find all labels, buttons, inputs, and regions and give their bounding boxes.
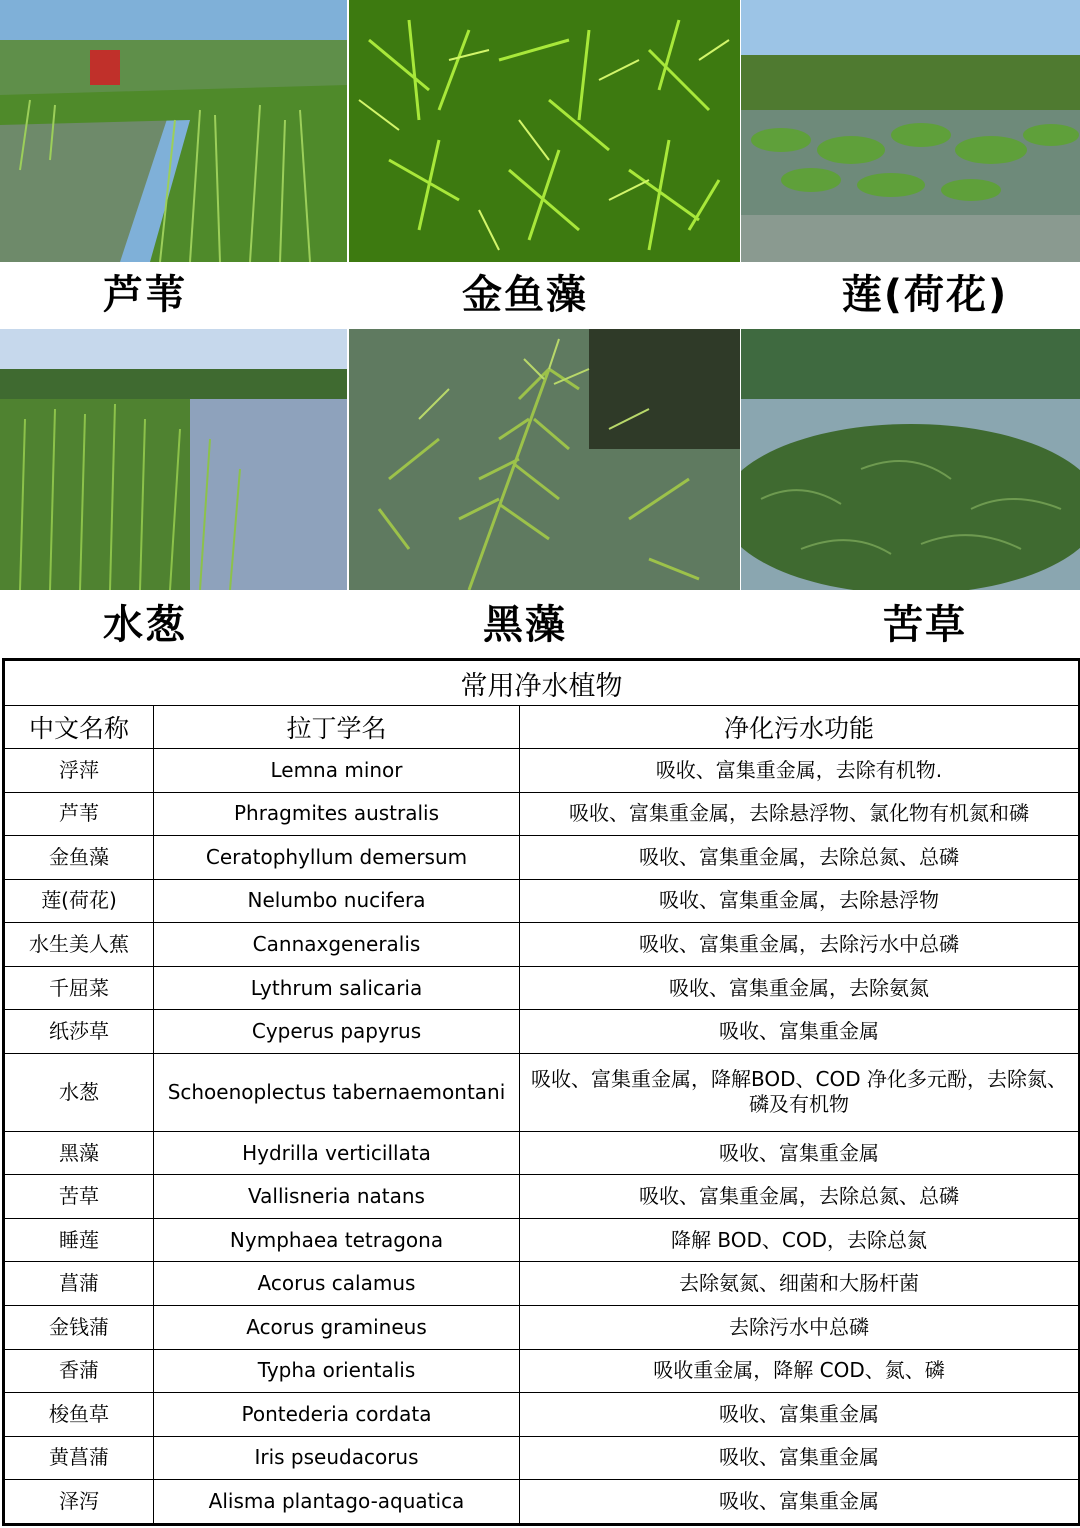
cell-chinese-name: 黑藻: [4, 1131, 154, 1175]
caption-eelgrass: 苦草: [883, 602, 967, 648]
cell-function: 吸收、富集重金属: [520, 1010, 1080, 1054]
cell-function: 吸收、富集重金属，降解BOD、COD 净化多元酚，去除氮、磷及有机物: [520, 1053, 1080, 1131]
cell-latin-name: Cyperus papyrus: [154, 1010, 520, 1054]
cell-function: 吸收、富集重金属，去除污水中总磷: [520, 923, 1080, 967]
cell-function: 吸收、富集重金属，去除氨氮: [520, 966, 1080, 1010]
cell-chinese-name: 水生美人蕉: [4, 923, 154, 967]
cell-function: 吸收、富集重金属: [520, 1131, 1080, 1175]
photo-reed: [0, 0, 347, 262]
cell-chinese-name: 莲(荷花): [4, 879, 154, 923]
cell-latin-name: Cannaxgeneralis: [154, 923, 520, 967]
table-row: [4, 1349, 1080, 1393]
cell-latin-name: Acorus calamus: [154, 1262, 520, 1306]
cell-chinese-name: 千屈菜: [4, 966, 154, 1010]
cell-function: 吸收、富集重金属: [520, 1480, 1080, 1525]
cell-latin-name: Typha orientalis: [154, 1349, 520, 1393]
table-row: [4, 1262, 1080, 1306]
caption-lotus: 莲(荷花): [841, 272, 1009, 318]
cell-chinese-name: 金钱蒲: [4, 1306, 154, 1350]
cell-chinese-name: 金鱼藻: [4, 836, 154, 880]
cell-latin-name: Hydrilla verticillata: [154, 1131, 520, 1175]
cell-function: 吸收、富集重金属，去除总氮、总磷: [520, 1175, 1080, 1219]
cell-function: 吸收、富集重金属，去除悬浮物: [520, 879, 1080, 923]
photo-hydrilla: [349, 329, 740, 590]
cell-function: 吸收、富集重金属: [520, 1436, 1080, 1480]
cell-function: 吸收、富集重金属，去除有机物.: [520, 749, 1080, 793]
cell-function: 吸收、富集重金属: [520, 1393, 1080, 1437]
table-row: [4, 1218, 1080, 1262]
table-row: [4, 749, 1080, 793]
table-row: [4, 836, 1080, 880]
caption-reed: 芦苇: [103, 272, 187, 318]
cell-latin-name: Ceratophyllum demersum: [154, 836, 520, 880]
cell-function: 吸收、富集重金属，去除总氮、总磷: [520, 836, 1080, 880]
table-row: [4, 1010, 1080, 1054]
cell-chinese-name: 香蒲: [4, 1349, 154, 1393]
cell-chinese-name: 菖蒲: [4, 1262, 154, 1306]
purifying-plants-table: [2, 658, 1080, 1526]
cell-latin-name: Schoenoplectus tabernaemontani: [154, 1053, 520, 1131]
table-row: [4, 1306, 1080, 1350]
table-row: [4, 1131, 1080, 1175]
photo-bulrush: [0, 329, 347, 590]
photo-lotus: [741, 0, 1080, 262]
table-row: [4, 1053, 1080, 1131]
cell-chinese-name: 芦苇: [4, 792, 154, 836]
cell-chinese-name: 泽泻: [4, 1480, 154, 1525]
header-function: 净化污水功能: [520, 706, 1080, 749]
cell-latin-name: Alisma plantago-aquatica: [154, 1480, 520, 1525]
cell-latin-name: Nelumbo nucifera: [154, 879, 520, 923]
cell-latin-name: Nymphaea tetragona: [154, 1218, 520, 1262]
cell-chinese-name: 苦草: [4, 1175, 154, 1219]
cell-chinese-name: 纸莎草: [4, 1010, 154, 1054]
cell-function: 去除污水中总磷: [520, 1306, 1080, 1350]
table-row: [4, 879, 1080, 923]
cell-function: 降解 BOD、COD，去除总氮: [520, 1218, 1080, 1262]
cell-chinese-name: 浮萍: [4, 749, 154, 793]
cell-latin-name: Iris pseudacorus: [154, 1436, 520, 1480]
table-title: 常用净水植物: [4, 660, 1080, 706]
header-chinese-name: 中文名称: [4, 706, 154, 749]
table-row: [4, 1480, 1080, 1525]
cell-latin-name: Lemna minor: [154, 749, 520, 793]
photo-eelgrass: [741, 329, 1080, 590]
cell-latin-name: Acorus gramineus: [154, 1306, 520, 1350]
cell-latin-name: Pontederia cordata: [154, 1393, 520, 1437]
table-row: [4, 1175, 1080, 1219]
caption-bulrush: 水葱: [103, 602, 187, 648]
cell-chinese-name: 梭鱼草: [4, 1393, 154, 1437]
table-row: [4, 1393, 1080, 1437]
table-row: [4, 923, 1080, 967]
cell-latin-name: Vallisneria natans: [154, 1175, 520, 1219]
table-row: [4, 792, 1080, 836]
cell-latin-name: Lythrum salicaria: [154, 966, 520, 1010]
photo-hornwort: [349, 0, 740, 262]
cell-chinese-name: 水葱: [4, 1053, 154, 1131]
cell-chinese-name: 睡莲: [4, 1218, 154, 1262]
cell-function: 吸收重金属，降解 COD、氮、磷: [520, 1349, 1080, 1393]
table-row: [4, 1436, 1080, 1480]
caption-hydrilla: 黑藻: [483, 602, 567, 648]
caption-hornwort: 金鱼藻: [462, 272, 588, 318]
table-row: [4, 966, 1080, 1010]
cell-latin-name: Phragmites australis: [154, 792, 520, 836]
cell-function: 吸收、富集重金属，去除悬浮物、氯化物有机氮和磷: [520, 792, 1080, 836]
cell-chinese-name: 黄菖蒲: [4, 1436, 154, 1480]
cell-function: 去除氨氮、细菌和大肠杆菌: [520, 1262, 1080, 1306]
header-latin-name: 拉丁学名: [154, 706, 520, 749]
